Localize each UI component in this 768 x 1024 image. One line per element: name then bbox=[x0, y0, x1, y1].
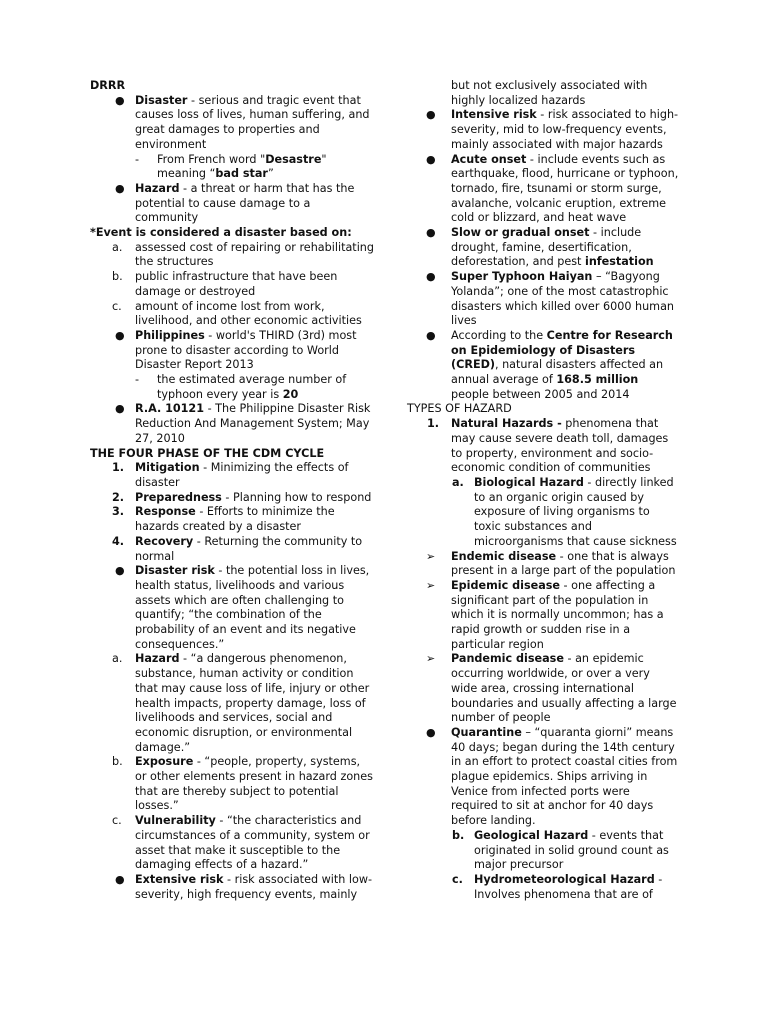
typhoon-value: 20 bbox=[282, 387, 299, 401]
list-marker: 1. bbox=[427, 417, 440, 431]
phase-item bbox=[90, 535, 374, 564]
list-item-intensive-risk bbox=[407, 108, 679, 152]
term-hazard: Hazard bbox=[135, 181, 180, 195]
term-ra: R.A. 10121 bbox=[135, 402, 205, 416]
list-item-biological-hazard bbox=[407, 476, 679, 550]
risk-part-term: Vulnerability bbox=[135, 814, 216, 828]
list-marker: c. bbox=[112, 299, 122, 313]
phase-term: Mitigation bbox=[135, 461, 200, 475]
bullet-icon: ● bbox=[426, 270, 436, 284]
cred-post: people between 2005 and 2014 bbox=[451, 387, 630, 401]
desastre-meaning: bad star bbox=[215, 167, 268, 181]
desc-philippines: - world's THIRD (3rd) most prone to disaster according to World Disaster Report 2013 bbox=[135, 328, 357, 372]
disease-term: Pandemic disease bbox=[451, 652, 564, 666]
phase-term: Preparedness bbox=[135, 490, 222, 504]
phase-desc: - Efforts to minimize the hazards created by a disaster bbox=[135, 505, 335, 534]
term-disaster-risk: Disaster risk bbox=[135, 564, 215, 578]
phase-item bbox=[90, 505, 374, 534]
list-item-disease bbox=[407, 652, 679, 726]
list-item-haiyan bbox=[407, 270, 679, 329]
bullet-icon: ● bbox=[426, 152, 436, 166]
term-haiyan: Super Typhoon Haiyan bbox=[451, 270, 593, 284]
list-item-natural-hazards bbox=[407, 417, 679, 476]
disease-term: Endemic disease bbox=[451, 549, 557, 563]
list-marker: c. bbox=[112, 814, 122, 828]
cycle-heading: THE FOUR PHASE OF THE CDM CYCLE bbox=[90, 446, 325, 460]
bullet-icon: ● bbox=[426, 328, 436, 342]
risk-part-item bbox=[90, 755, 374, 814]
desastre-word: Desastre bbox=[265, 152, 322, 166]
desc-haiyan: – “Bagyong Yolanda”; one of the most catastrophic disasters which killed over 6000 human lives bbox=[451, 270, 675, 328]
desastre-pre: From French word " bbox=[157, 152, 266, 166]
risk-part-desc: - “people, property, systems, or other elements present in hazard zones that are thereby subject to potential losses.” bbox=[135, 755, 373, 813]
term-intensive-risk: Intensive risk bbox=[451, 108, 537, 122]
risk-part-desc: - “the characteristics and circumstances of a community, system or asset that make it susceptible to the damaging effects of a hazard.” bbox=[135, 814, 370, 872]
list-item-cred bbox=[407, 329, 679, 403]
risk-part-desc: - “a dangerous phenomenon, substance, human activity or condition that may cause loss of life, injury or other health impacts, property damage, loss of livelihoods and services, social and economic disruption, or environmental damage.” bbox=[135, 652, 370, 754]
criteria-item bbox=[90, 241, 374, 270]
term-biological-hazard: Biological Hazard bbox=[474, 475, 584, 489]
list-marker: a. bbox=[112, 240, 123, 254]
phase-desc: - Returning the community to normal bbox=[135, 534, 363, 563]
list-marker: a. bbox=[112, 652, 123, 666]
desc-acute-onset: - include events such as earthquake, flood, hurricane or typhoon, tornado, fire, tsunami or storm surge, avalanche, volcanic eruption, extreme cold or blizzard, and heat wave bbox=[451, 152, 679, 225]
list-marker: b. bbox=[112, 755, 123, 769]
criteria-text: assessed cost of repairing or rehabilitating the structures bbox=[135, 240, 374, 269]
sub-item-typhoon bbox=[90, 373, 374, 402]
dash-icon: - bbox=[135, 152, 140, 166]
cred-mid: , natural disasters affected an annual average of bbox=[451, 358, 664, 387]
sub-item-desastre bbox=[90, 153, 374, 182]
list-marker: c. bbox=[452, 872, 463, 886]
typhoon-text: the estimated average number of typhoon every year is bbox=[157, 373, 347, 401]
term-geological-hazard: Geological Hazard bbox=[474, 828, 589, 842]
phase-desc: - Planning how to respond bbox=[221, 490, 372, 504]
phase-term: Recovery bbox=[135, 534, 194, 548]
cred-org: Centre for Research on Epidemiology of Disasters (CRED) bbox=[451, 328, 673, 372]
desastre-post: ” bbox=[267, 167, 274, 181]
desc-biological-hazard: - directly linked to an organic origin caused by exposure of living organisms to toxic substances and microorganisms that cause sickness bbox=[474, 475, 677, 548]
desc-extensive-risk: - risk associated with low-severity, high frequency events, mainly bbox=[135, 872, 373, 901]
slow-onset-tail: infestation bbox=[584, 255, 654, 269]
risk-part-term: Hazard bbox=[135, 652, 180, 666]
event-heading: *Event is considered a disaster based on: bbox=[90, 226, 352, 240]
cred-value: 168.5 million bbox=[556, 373, 639, 387]
bullet-icon: ● bbox=[426, 226, 436, 240]
list-item-acute-onset bbox=[407, 153, 679, 227]
list-item-philippines bbox=[90, 329, 374, 373]
dash-icon: - bbox=[135, 373, 140, 387]
continuation-line: but not exclusively associated with highly localized hazards bbox=[451, 79, 648, 107]
left-column bbox=[90, 79, 374, 902]
disease-desc: - one that is always present in a large part of the population bbox=[451, 549, 676, 578]
risk-part-item bbox=[90, 814, 374, 873]
bullet-icon: ● bbox=[115, 402, 125, 416]
criteria-text: public infrastructure that have been damage or destroyed bbox=[135, 270, 338, 298]
bullet-icon: ● bbox=[426, 108, 436, 122]
term-acute-onset: Acute onset bbox=[451, 152, 527, 166]
arrow-bullet-icon: ➢ bbox=[426, 652, 436, 666]
list-marker: 1. bbox=[112, 461, 125, 475]
phase-item bbox=[90, 491, 374, 506]
criteria-item bbox=[90, 300, 374, 329]
list-marker: a. bbox=[452, 475, 464, 489]
desastre-mid: " meaning “ bbox=[157, 152, 327, 181]
bullet-icon: ● bbox=[426, 725, 436, 739]
term-natural-hazards: Natural Hazards - bbox=[451, 417, 562, 431]
desc-quarantine: – “quaranta giorni” means 40 days; began during the 14th century in an effort to protect coastal cities from plague epidemics. Ships arriving in Venice from infected ports were required to sit at anchor for 40 days before landing. bbox=[451, 725, 678, 828]
criteria-text: amount of income lost from work, livelihood, and other economic activities bbox=[135, 299, 362, 328]
document-title: DRRR bbox=[90, 79, 126, 92]
list-item-quarantine bbox=[407, 726, 679, 829]
disease-desc: - one affecting a significant part of the population in which it is normally uncommon; has a rapid growth or sudden rise in a particular region bbox=[451, 578, 664, 651]
bullet-icon: ● bbox=[115, 93, 125, 107]
bullet-icon: ● bbox=[115, 564, 125, 578]
desc-disaster-risk: - the potential loss in lives, health status, livelihoods and various assets which are often challenging to quantify; “the combination of the probability of an event and its negative consequences.” bbox=[135, 564, 370, 651]
list-item-geological-hazard bbox=[407, 829, 679, 873]
desc-slow-onset: - include drought, famine, desertification, deforestation, and pest bbox=[451, 226, 642, 269]
phase-term: Response bbox=[135, 505, 196, 519]
list-item-hydro-hazard bbox=[407, 873, 679, 902]
list-item-disease bbox=[407, 579, 679, 653]
list-item-disaster bbox=[90, 94, 374, 153]
term-slow-onset: Slow or gradual onset bbox=[451, 226, 590, 240]
list-item-extensive-risk bbox=[90, 873, 374, 902]
phase-desc: - Minimizing the effects of disaster bbox=[135, 461, 349, 489]
list-item-disease bbox=[407, 550, 679, 579]
cred-pre: According to the bbox=[451, 328, 547, 342]
bullet-icon: ● bbox=[115, 328, 125, 342]
list-marker: 4. bbox=[112, 534, 125, 548]
list-marker: 2. bbox=[112, 490, 125, 504]
phase-item bbox=[90, 461, 374, 490]
risk-part-item bbox=[90, 652, 374, 755]
criteria-item bbox=[90, 270, 374, 299]
term-hydro-hazard: Hydrometeorological Hazard bbox=[474, 872, 655, 886]
bullet-icon: ● bbox=[115, 181, 125, 195]
list-marker: b. bbox=[452, 828, 465, 842]
risk-part-term: Exposure bbox=[135, 755, 194, 769]
desc-hydro-hazard: - Involves phenomena that are of bbox=[474, 872, 663, 901]
desc-natural-hazards: phenomena that may cause severe death toll, damages to property, environment and socio-economic condition of communities bbox=[451, 417, 669, 475]
bullet-icon: ● bbox=[115, 872, 125, 886]
term-extensive-risk: Extensive risk bbox=[135, 872, 224, 886]
desc-disaster: - serious and tragic event that causes loss of lives, human suffering, and great damages to properties and environment bbox=[135, 93, 370, 151]
term-disaster: Disaster bbox=[135, 93, 188, 107]
term-quarantine: Quarantine bbox=[451, 725, 522, 739]
desc-intensive-risk: - risk associated to high-severity, mid to low-frequency events, mainly associated with major hazards bbox=[451, 108, 679, 151]
disease-desc: - an epidemic occurring worldwide, or over a very wide area, crossing international boundaries and usually affecting a large number of people bbox=[451, 652, 677, 725]
list-item-disaster-risk bbox=[90, 564, 374, 652]
types-heading: TYPES OF HAZARD bbox=[407, 402, 512, 416]
list-item-slow-onset bbox=[407, 226, 679, 270]
arrow-bullet-icon: ➢ bbox=[426, 578, 436, 592]
arrow-bullet-icon: ➢ bbox=[426, 549, 436, 563]
term-philippines: Philippines bbox=[135, 328, 205, 342]
continuation-text bbox=[407, 79, 679, 108]
list-marker: b. bbox=[112, 270, 123, 284]
disease-term: Epidemic disease bbox=[451, 578, 560, 592]
desc-ra: - The Philippine Disaster Risk Reduction And Management System; May 27, 2010 bbox=[135, 402, 371, 445]
right-column bbox=[407, 79, 679, 902]
desc-hazard: - a threat or harm that has the potential to cause damage to a community bbox=[135, 181, 355, 225]
list-item-ra bbox=[90, 402, 374, 446]
list-item-hazard bbox=[90, 182, 374, 226]
desc-geological-hazard: - events that originated in solid ground count as major precursor bbox=[474, 828, 669, 872]
list-marker: 3. bbox=[112, 505, 125, 519]
